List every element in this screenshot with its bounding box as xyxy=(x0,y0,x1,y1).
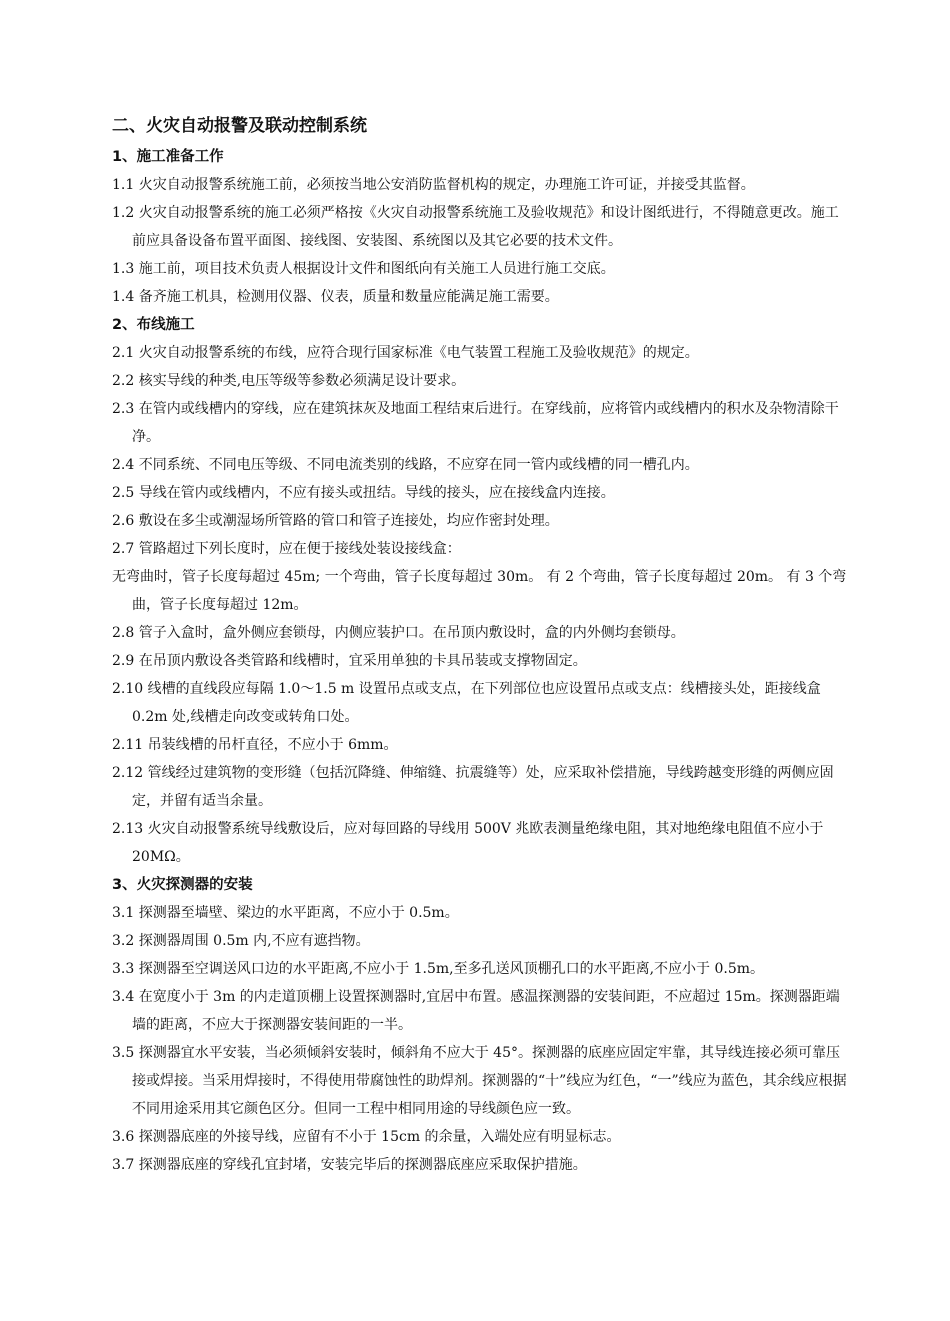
clause-3-7: 3.7 探测器底座的穿线孔宜封堵，安装完毕后的探测器底座应采取保护措施。 xyxy=(112,1157,587,1173)
clause-3-2: 3.2 探测器周围 0.5m 内,不应有遮挡物。 xyxy=(112,933,370,949)
clause-2-9: 2.9 在吊顶内敷设各类管路和线槽时，宜采用单独的卡具吊装或支撑物固定。 xyxy=(112,653,587,669)
clause-1-4: 1.4 备齐施工机具，检测用仪器、仪表，质量和数量应能满足施工需要。 xyxy=(112,289,559,305)
section-2 xyxy=(112,311,852,871)
clause-3-5: 3.5 探测器宜水平安装，当必须倾斜安装时，倾斜角不应大于 45°。探测器的底座应固定牢靠，其导线连接必须可靠压接或焊接。当采用焊接时，不得使用带腐蚀性的助焊剂。探测器的“十”线应为红色，“一”线应为蓝色，其余线应根据不同用途采用其它颜色区分。但同一工程中相同用途的导线颜色应一致。 xyxy=(112,1045,847,1117)
section-heading: 1、施工准备工作 xyxy=(112,149,224,165)
clause-2-4: 2.4 不同系统、不同电压等级、不同电流类别的线路，不应穿在同一管内或线槽的同一槽孔内。 xyxy=(112,457,699,473)
clause-2-11: 2.11 吊装线槽的吊杆直径，不应小于 6mm。 xyxy=(112,737,398,753)
document-body xyxy=(112,112,852,1179)
clause-3-1: 3.1 探测器至墙壁、梁边的水平距离，不应小于 0.5m。 xyxy=(112,905,459,921)
section-heading: 3、火灾探测器的安装 xyxy=(112,877,253,893)
clause-2-8: 2.8 管子入盒时，盒外侧应套锁母，内侧应装护口。在吊顶内敷设时，盒的内外侧均套锁母。 xyxy=(112,625,685,641)
clause-1-1: 1.1 火灾自动报警系统施工前，必须按当地公安消防监督机构的规定，办理施工许可证，并接受其监督。 xyxy=(112,177,755,193)
clause-2-3: 2.3 在管内或线槽内的穿线，应在建筑抹灰及地面工程结束后进行。在穿线前，应将管内或线槽内的积水及杂物清除干净。 xyxy=(112,401,839,445)
clause-1-2: 1.2 火灾自动报警系统的施工必须严格按《火灾自动报警系统施工及验收规范》和设计图纸进行，不得随意更改。施工前应具备设备布置平面图、接线图、安装图、系统图以及其它必要的技术文件。 xyxy=(112,205,839,249)
clause-2-5: 2.5 导线在管内或线槽内，不应有接头或扭结。导线的接头，应在接线盒内连接。 xyxy=(112,485,615,501)
clause-2-7-detail: 无弯曲时，管子长度每超过 45m; 一个弯曲，管子长度每超过 30m。 有 2 个弯曲，管子长度每超过 20m。 有 3 个弯曲，管子长度每超过 12m。 xyxy=(112,569,847,613)
clause-3-3: 3.3 探测器至空调送风口边的水平距离,不应小于 1.5m,至多孔送风顶棚孔口的水平距离,不应小于 0.5m。 xyxy=(112,961,765,977)
section-1 xyxy=(112,143,852,311)
clause-2-12: 2.12 管线经过建筑物的变形缝（包括沉降缝、伸缩缝、抗震缝等）处，应采取补偿措施，导线跨越变形缝的两侧应固定，并留有适当余量。 xyxy=(112,765,834,809)
clause-2-10: 2.10 线槽的直线段应每隔 1.0～1.5 m 设置吊点或支点，在下列部位也应设置吊点或支点：线槽接头处，距接线盒 0.2m 处,线槽走向改变或转角口处。 xyxy=(112,681,821,725)
section-3 xyxy=(112,871,852,1179)
clause-1-3: 1.3 施工前，项目技术负责人根据设计文件和图纸向有关施工人员进行施工交底。 xyxy=(112,261,615,277)
clause-3-6: 3.6 探测器底座的外接导线，应留有不小于 15cm 的余量，入端处应有明显标志。 xyxy=(112,1129,621,1145)
clause-2-13: 2.13 火灾自动报警系统导线敷设后，应对每回路的导线用 500V 兆欧表测量绝缘电阻，其对地绝缘电阻值不应小于 20MΩ。 xyxy=(112,821,824,865)
clause-2-7: 2.7 管路超过下列长度时，应在便于接线处装设接线盒： xyxy=(112,541,461,557)
clause-2-6: 2.6 敷设在多尘或潮湿场所管路的管口和管子连接处，均应作密封处理。 xyxy=(112,513,559,529)
clause-2-2: 2.2 核实导线的种类,电压等级等参数必须满足设计要求。 xyxy=(112,373,466,389)
clause-2-1: 2.1 火灾自动报警系统的布线，应符合现行国家标准《电气装置工程施工及验收规范》的规定。 xyxy=(112,345,699,361)
section-heading: 2、布线施工 xyxy=(112,317,195,333)
document-title: 二、火灾自动报警及联动控制系统 xyxy=(112,116,367,136)
clause-3-4: 3.4 在宽度小于 3m 的内走道顶棚上设置探测器时,宜居中布置。感温探测器的安装间距，不应超过 15m。探测器距端墙的距离，不应大于探测器安装间距的一半。 xyxy=(112,989,840,1033)
